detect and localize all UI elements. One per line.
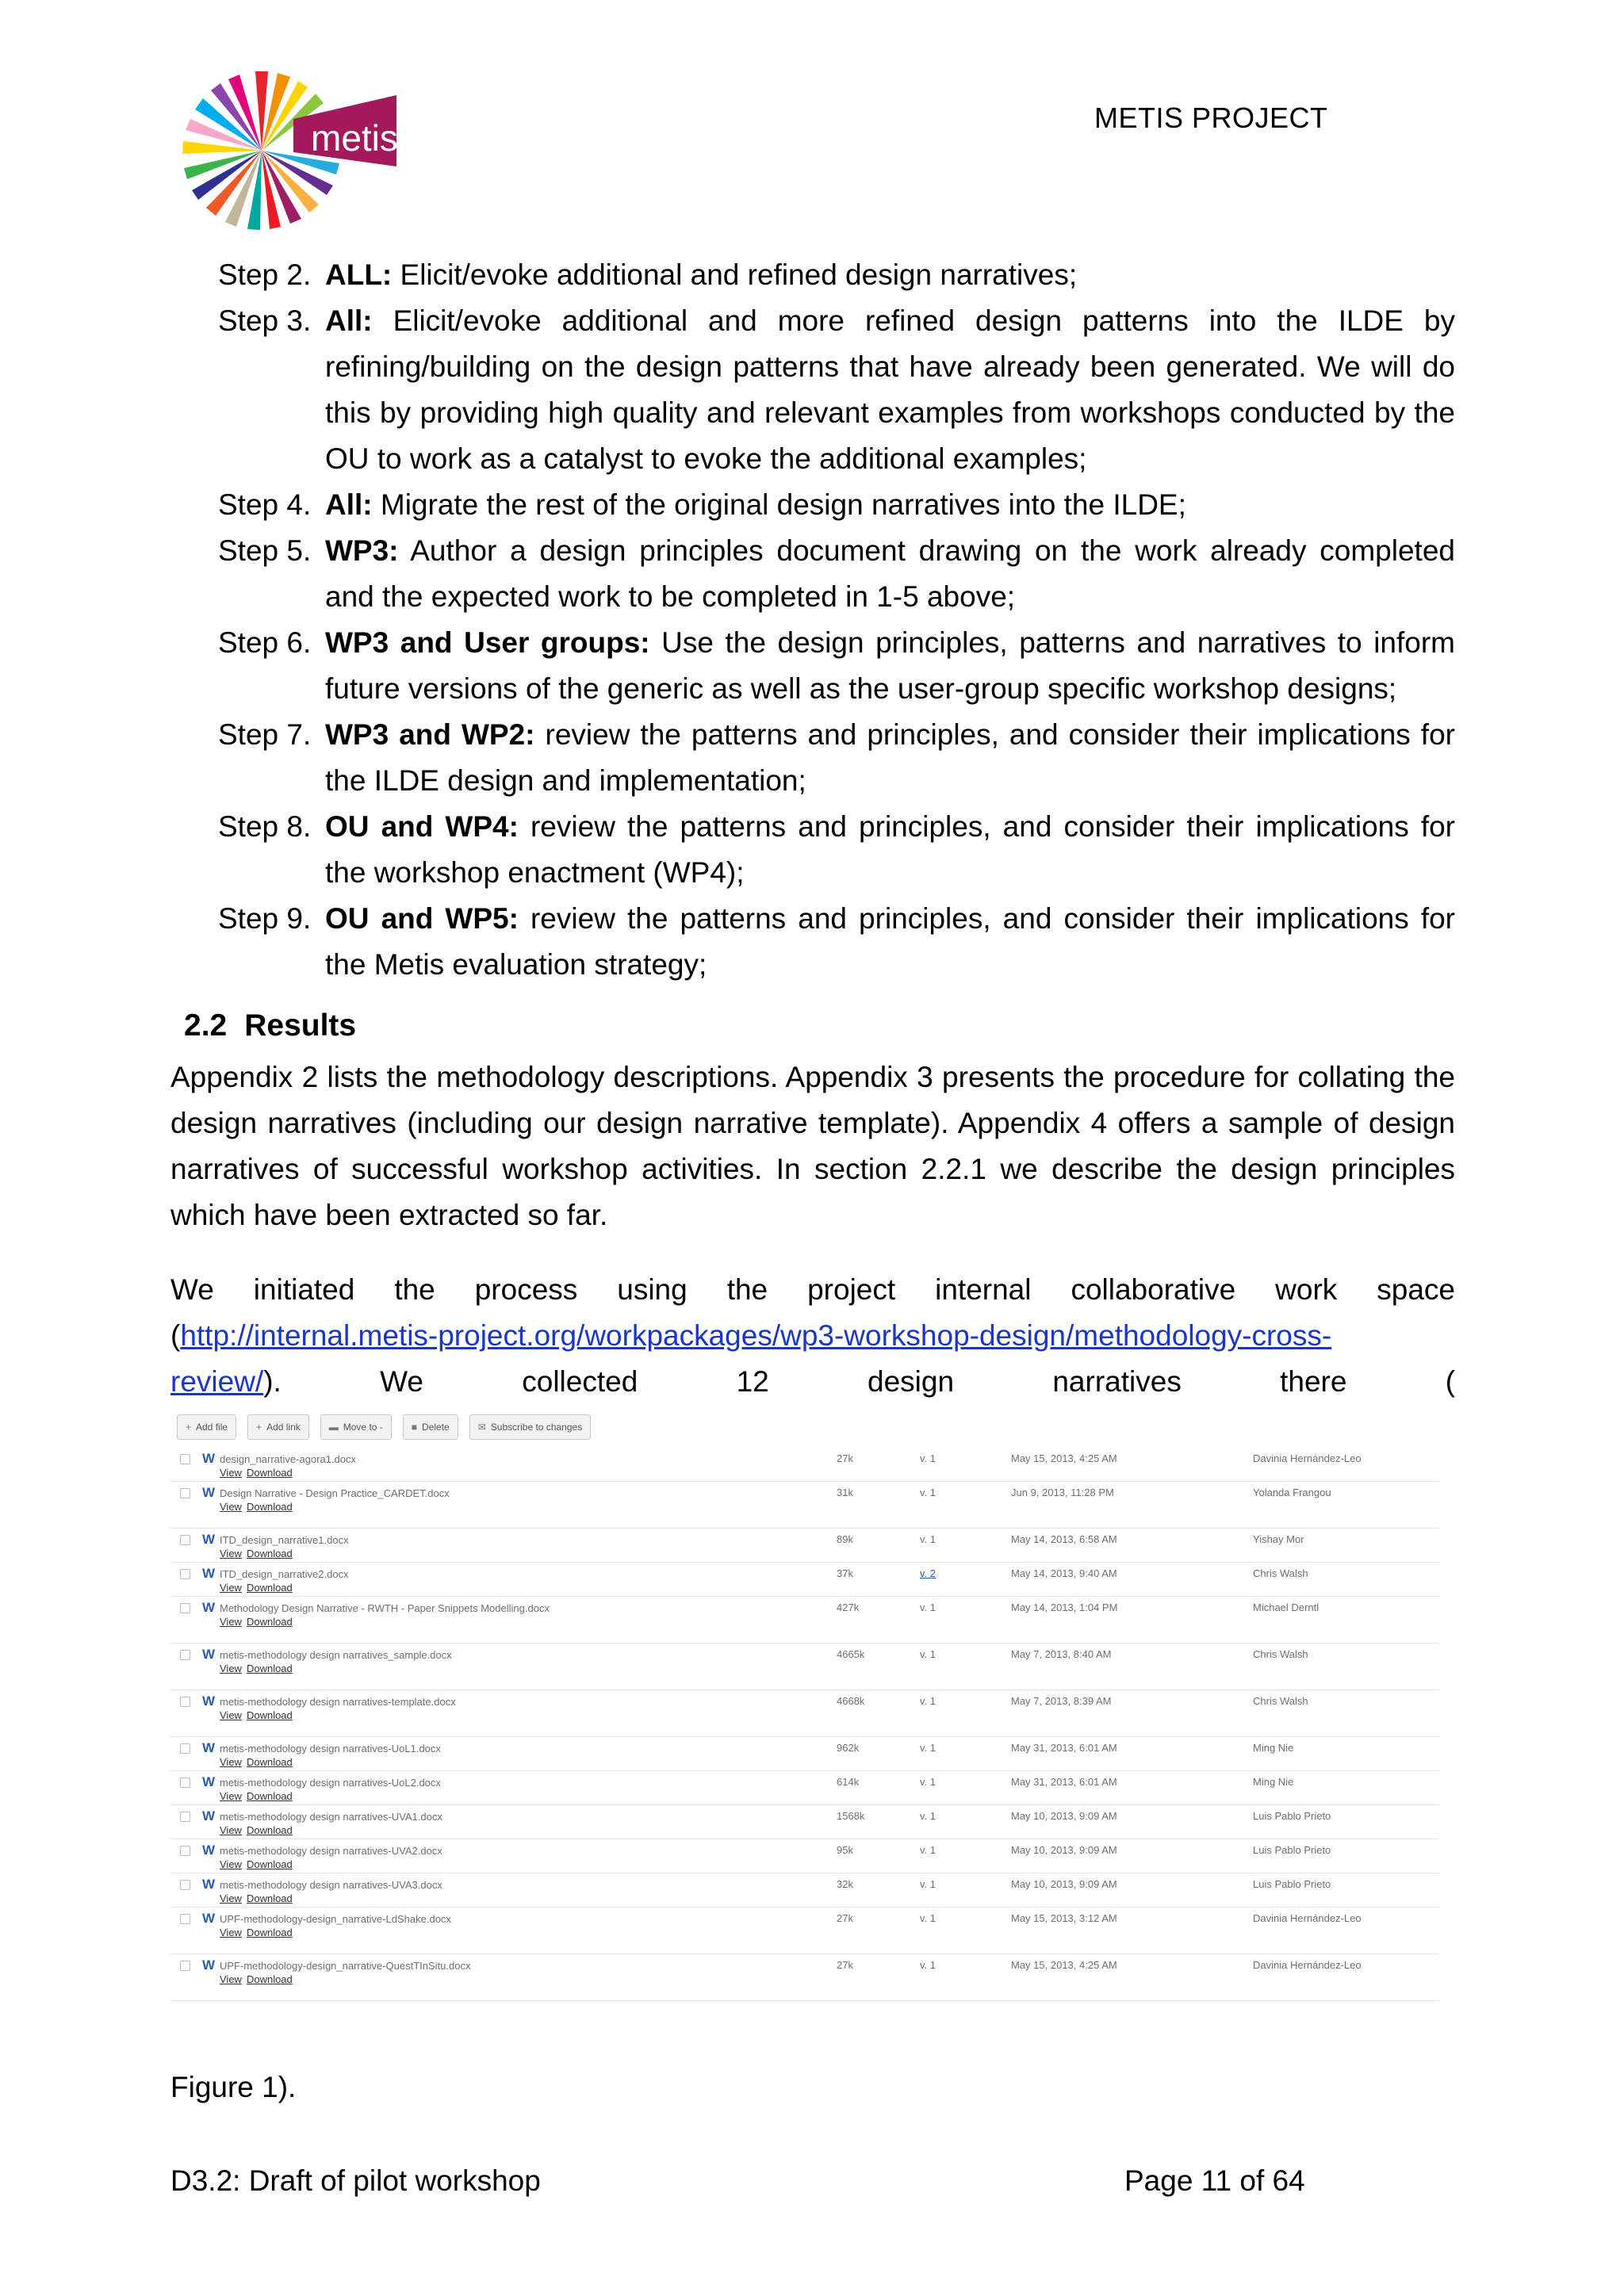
file-author: Luis Pablo Prieto bbox=[1253, 1844, 1331, 1856]
file-version: v. 1 bbox=[920, 1601, 936, 1613]
file-row bbox=[170, 1482, 1439, 1529]
word-doc-icon: W bbox=[202, 1693, 216, 1709]
step-text bbox=[325, 298, 1455, 482]
row-checkbox[interactable] bbox=[180, 1880, 190, 1890]
file-actions bbox=[220, 1547, 553, 1560]
download-link[interactable]: Download bbox=[246, 1501, 293, 1513]
file-author: Davinia Hernández-Leo bbox=[1253, 1959, 1362, 1971]
file-author: Ming Nie bbox=[1253, 1776, 1294, 1788]
process-word: We bbox=[380, 1365, 423, 1398]
project-title: METIS PROJECT bbox=[1094, 101, 1328, 134]
word-doc-icon: W bbox=[202, 1957, 216, 1973]
view-link[interactable]: View bbox=[220, 1467, 242, 1479]
file-name-cell bbox=[220, 1959, 553, 1986]
file-row bbox=[170, 1597, 1439, 1644]
file-author: Chris Walsh bbox=[1253, 1567, 1308, 1579]
view-link[interactable]: View bbox=[220, 1892, 242, 1904]
process-word: 12 bbox=[736, 1365, 769, 1398]
file-size: 32k bbox=[837, 1878, 853, 1890]
download-link[interactable]: Download bbox=[246, 1616, 293, 1628]
file-version: v. 1 bbox=[920, 1487, 936, 1498]
file-name[interactable]: ITD_design_narrative2.docx bbox=[220, 1568, 349, 1580]
file-date: Jun 9, 2013, 11:28 PM bbox=[1011, 1487, 1114, 1498]
file-actions bbox=[220, 1926, 553, 1939]
workspace-link[interactable]: http://internal.metis-project.org/workpackages/wp3-workshop-design/methodology-cross- bbox=[180, 1319, 1332, 1352]
file-name-cell bbox=[220, 1567, 553, 1594]
file-version: v. 1 bbox=[920, 1844, 936, 1856]
file-name-cell bbox=[220, 1452, 553, 1479]
file-row bbox=[170, 1737, 1439, 1771]
file-name-cell bbox=[220, 1695, 553, 1722]
file-size: 4665k bbox=[837, 1648, 865, 1660]
file-date: May 15, 2013, 4:25 AM bbox=[1011, 1452, 1117, 1464]
toolbar-button-label: Add file bbox=[196, 1422, 228, 1433]
logo-graphic bbox=[174, 63, 412, 238]
step-number: Step 6. bbox=[218, 626, 312, 659]
step-lead: WP3: bbox=[325, 534, 399, 567]
file-row bbox=[170, 1954, 1439, 2001]
file-version: v. 1 bbox=[920, 1695, 936, 1707]
row-checkbox[interactable] bbox=[180, 1777, 190, 1788]
file-actions bbox=[220, 1858, 553, 1871]
process-word: narratives bbox=[1052, 1365, 1182, 1398]
view-link[interactable]: View bbox=[220, 1858, 242, 1870]
file-name[interactable]: Methodology Design Narrative - RWTH - Paper Snippets Modelling.docx bbox=[220, 1602, 550, 1614]
trash-icon: ■ bbox=[411, 1422, 418, 1433]
file-actions bbox=[220, 1823, 553, 1837]
file-row bbox=[170, 1839, 1439, 1873]
file-name[interactable]: metis-methodology design narratives_sample.docx bbox=[220, 1649, 452, 1661]
download-link[interactable]: Download bbox=[246, 1582, 293, 1594]
step-lead: WP3 and User groups: bbox=[325, 626, 650, 659]
figure-caption: Figure 1). bbox=[170, 2071, 297, 2103]
file-row bbox=[170, 1644, 1439, 1690]
file-date: May 15, 2013, 3:12 AM bbox=[1011, 1912, 1117, 1924]
footer-document-title: D3.2: Draft of pilot workshop bbox=[170, 2164, 541, 2197]
toolbar-button[interactable] bbox=[469, 1414, 591, 1440]
file-size: 27k bbox=[837, 1452, 853, 1464]
step-item bbox=[218, 804, 1455, 896]
step-item bbox=[218, 252, 1455, 298]
file-name-cell bbox=[220, 1810, 553, 1837]
view-link[interactable]: View bbox=[220, 1824, 242, 1836]
row-checkbox[interactable] bbox=[180, 1812, 190, 1822]
word-doc-icon: W bbox=[202, 1451, 216, 1466]
toolbar-button[interactable] bbox=[320, 1414, 392, 1440]
word-doc-icon: W bbox=[202, 1877, 216, 1892]
row-checkbox[interactable] bbox=[180, 1535, 190, 1545]
step-number: Step 8. bbox=[218, 810, 312, 843]
file-actions bbox=[220, 1789, 553, 1803]
download-link[interactable]: Download bbox=[246, 1973, 293, 1985]
row-checkbox[interactable] bbox=[180, 1454, 190, 1464]
download-link[interactable]: Download bbox=[246, 1824, 293, 1836]
metis-logo bbox=[174, 63, 412, 238]
file-date: May 10, 2013, 9:09 AM bbox=[1011, 1810, 1117, 1822]
download-link[interactable]: Download bbox=[246, 1790, 293, 1802]
step-body: review the patterns and principles, and consider their implications for the ILDE design and implementation; bbox=[325, 718, 1455, 797]
step-body: Author a design principles document drawing on the work already completed and the expected work to be completed in 1-5 above; bbox=[325, 534, 1455, 613]
file-row bbox=[170, 1563, 1439, 1597]
file-name-cell bbox=[220, 1487, 553, 1513]
step-number: Step 4. bbox=[218, 488, 312, 521]
toolbar-button[interactable] bbox=[177, 1414, 236, 1440]
file-name-cell bbox=[220, 1742, 553, 1769]
file-version: v. 1 bbox=[920, 1776, 936, 1788]
file-author: Luis Pablo Prieto bbox=[1253, 1810, 1331, 1822]
file-name-cell bbox=[220, 1878, 553, 1905]
file-author: Chris Walsh bbox=[1253, 1648, 1308, 1660]
file-name[interactable]: UPF-methodology-design_narrative-QuestTInSitu.docx bbox=[220, 1960, 471, 1972]
step-lead: ALL: bbox=[325, 258, 393, 291]
toolbar-button-label: Add link bbox=[266, 1422, 301, 1433]
file-name[interactable]: metis-methodology design narratives-UVA1.docx bbox=[220, 1811, 442, 1823]
step-number: Step 9. bbox=[218, 902, 312, 935]
file-date: May 15, 2013, 4:25 AM bbox=[1011, 1959, 1117, 1971]
row-checkbox[interactable] bbox=[180, 1914, 190, 1924]
file-table bbox=[170, 1448, 1439, 2001]
file-name[interactable]: metis-methodology design narratives-UVA3.docx bbox=[220, 1879, 442, 1891]
step-number: Step 5. bbox=[218, 534, 312, 567]
view-link[interactable]: View bbox=[220, 1756, 242, 1768]
process-word: ( bbox=[1445, 1365, 1456, 1398]
row-checkbox[interactable] bbox=[180, 1846, 190, 1856]
word-doc-icon: W bbox=[202, 1566, 216, 1581]
file-name-cell bbox=[220, 1601, 553, 1628]
view-link[interactable]: View bbox=[220, 1709, 242, 1721]
step-item bbox=[218, 712, 1455, 804]
step-item bbox=[218, 528, 1455, 620]
word-doc-icon: W bbox=[202, 1485, 216, 1500]
step-number: Step 3. bbox=[218, 304, 312, 337]
file-name[interactable]: metis-methodology design narratives-template.docx bbox=[220, 1696, 456, 1708]
file-date: May 14, 2013, 6:58 AM bbox=[1011, 1533, 1117, 1545]
file-row bbox=[170, 1908, 1439, 1954]
logo-wordmark: metis bbox=[311, 117, 398, 159]
view-link[interactable]: View bbox=[220, 1663, 242, 1674]
file-version: v. 1 bbox=[920, 1878, 936, 1890]
step-lead: WP3 and WP2: bbox=[325, 718, 535, 751]
file-size: 37k bbox=[837, 1567, 853, 1579]
file-row bbox=[170, 1771, 1439, 1805]
word-doc-icon: W bbox=[202, 1600, 216, 1615]
step-body: review the patterns and principles, and consider their implications for the Metis evaluation strategy; bbox=[325, 902, 1455, 981]
file-row bbox=[170, 1690, 1439, 1737]
file-name[interactable]: Design Narrative - Design Practice_CARDET.docx bbox=[220, 1487, 450, 1499]
view-link[interactable]: View bbox=[220, 1616, 242, 1628]
toolbar-button-label: Delete bbox=[422, 1422, 450, 1433]
file-version: v. 1 bbox=[920, 1912, 936, 1924]
word-doc-icon: W bbox=[202, 1911, 216, 1926]
file-author: Chris Walsh bbox=[1253, 1695, 1308, 1707]
step-lead: OU and WP5: bbox=[325, 902, 519, 935]
file-actions bbox=[220, 1709, 553, 1722]
download-link[interactable]: Download bbox=[246, 1927, 293, 1938]
step-lead: All: bbox=[325, 304, 373, 337]
download-link[interactable]: Download bbox=[246, 1709, 293, 1721]
word-doc-icon: W bbox=[202, 1647, 216, 1662]
file-date: May 7, 2013, 8:40 AM bbox=[1011, 1648, 1112, 1660]
file-size: 4668k bbox=[837, 1695, 865, 1707]
process-word: design bbox=[868, 1365, 955, 1398]
file-author: Ming Nie bbox=[1253, 1742, 1294, 1754]
view-link[interactable]: View bbox=[220, 1501, 242, 1513]
section-title: Results bbox=[244, 1008, 357, 1043]
file-version: v. 1 bbox=[920, 1452, 936, 1464]
file-size: 27k bbox=[837, 1959, 853, 1971]
plus-icon: + bbox=[186, 1422, 192, 1433]
file-author: Yishay Mor bbox=[1253, 1533, 1304, 1545]
download-link[interactable]: Download bbox=[246, 1756, 293, 1768]
file-author: Yolanda Frangou bbox=[1253, 1487, 1331, 1498]
word-doc-icon: W bbox=[202, 1843, 216, 1858]
word-doc-icon: W bbox=[202, 1532, 216, 1547]
file-version[interactable]: v. 2 bbox=[920, 1567, 936, 1579]
word-doc-icon: W bbox=[202, 1740, 216, 1755]
process-line-2: (http://internal.metis-project.org/workpackages/wp3-workshop-design/methodology-cross- bbox=[170, 1319, 1332, 1352]
row-checkbox[interactable] bbox=[180, 1569, 190, 1579]
file-version: v. 1 bbox=[920, 1810, 936, 1822]
toolbar-button-label: Subscribe to changes bbox=[490, 1422, 583, 1433]
row-checkbox[interactable] bbox=[180, 1697, 190, 1707]
word-doc-icon: W bbox=[202, 1808, 216, 1823]
file-author: Davinia Hernández-Leo bbox=[1253, 1452, 1362, 1464]
file-version: v. 1 bbox=[920, 1648, 936, 1660]
row-checkbox[interactable] bbox=[180, 1650, 190, 1660]
row-checkbox[interactable] bbox=[180, 1603, 190, 1613]
file-row bbox=[170, 1805, 1439, 1839]
process-paragraph bbox=[170, 1267, 1455, 1405]
row-checkbox[interactable] bbox=[180, 1488, 190, 1498]
download-link[interactable]: Download bbox=[246, 1858, 293, 1870]
download-link[interactable]: Download bbox=[246, 1663, 293, 1674]
view-link[interactable]: View bbox=[220, 1582, 242, 1594]
file-row bbox=[170, 1529, 1439, 1563]
workspace-link-end[interactable]: review/ bbox=[170, 1365, 264, 1398]
file-author: Luis Pablo Prieto bbox=[1253, 1878, 1331, 1890]
plus-icon: + bbox=[256, 1422, 262, 1433]
file-actions bbox=[220, 1755, 553, 1769]
toolbar-button-label: Move to - bbox=[343, 1422, 383, 1433]
step-body: Migrate the rest of the original design narratives into the ILDE; bbox=[372, 488, 1186, 521]
file-actions bbox=[220, 1615, 553, 1628]
step-text bbox=[325, 528, 1455, 620]
file-name[interactable]: metis-methodology design narratives-UVA2.docx bbox=[220, 1845, 442, 1857]
file-author: Davinia Hernández-Leo bbox=[1253, 1912, 1362, 1924]
file-name[interactable]: UPF-methodology-design_narrative-LdShake.docx bbox=[220, 1913, 451, 1925]
toolbar-button[interactable] bbox=[247, 1414, 309, 1440]
process-word: there bbox=[1280, 1365, 1347, 1398]
view-link[interactable]: View bbox=[220, 1973, 242, 1985]
word-doc-icon: W bbox=[202, 1774, 216, 1789]
file-toolbar bbox=[177, 1414, 591, 1440]
file-version: v. 1 bbox=[920, 1533, 936, 1545]
file-size: 31k bbox=[837, 1487, 853, 1498]
file-row bbox=[170, 1448, 1439, 1482]
step-lead: OU and WP4: bbox=[325, 810, 519, 843]
section-number: 2.2 bbox=[184, 1008, 228, 1043]
file-author: Michael Derntl bbox=[1253, 1601, 1320, 1613]
step-text bbox=[325, 620, 1455, 712]
file-version: v. 1 bbox=[920, 1742, 936, 1754]
step-item bbox=[218, 482, 1455, 528]
step-text bbox=[325, 804, 1455, 896]
file-name[interactable]: metis-methodology design narratives-UoL2.docx bbox=[220, 1777, 441, 1789]
file-actions bbox=[220, 1892, 553, 1905]
step-number: Step 2. bbox=[218, 258, 312, 291]
step-item bbox=[218, 620, 1455, 712]
footer-page-number: Page 11 of 64 bbox=[1124, 2164, 1305, 2197]
step-lead: All: bbox=[325, 488, 373, 521]
step-body: Elicit/evoke additional and refined design narratives; bbox=[392, 258, 1078, 291]
steps-list bbox=[218, 252, 1455, 988]
file-name[interactable]: design_narrative-agora1.docx bbox=[220, 1453, 356, 1465]
file-actions bbox=[220, 1662, 553, 1675]
file-date: May 10, 2013, 9:09 AM bbox=[1011, 1878, 1117, 1890]
folder-icon: ▬ bbox=[328, 1422, 339, 1433]
file-name[interactable]: metis-methodology design narratives-UoL1.docx bbox=[220, 1743, 441, 1755]
step-text bbox=[325, 252, 1455, 298]
file-size: 614k bbox=[837, 1776, 860, 1788]
step-body: Elicit/evoke additional and more refined design patterns into the ILDE by refining/building on the design patterns that have already been generated. We will do this by providing high quality and relevant examples from workshops conducted by the OU to work as a catalyst to evoke the additional examples; bbox=[325, 304, 1455, 475]
file-size: 89k bbox=[837, 1533, 853, 1545]
file-size: 95k bbox=[837, 1844, 853, 1856]
step-text bbox=[325, 712, 1455, 804]
file-date: May 31, 2013, 6:01 AM bbox=[1011, 1742, 1117, 1754]
row-checkbox[interactable] bbox=[180, 1961, 190, 1971]
file-name-cell bbox=[220, 1912, 553, 1939]
process-line-3: review/). We collected 12 design narratives there ( bbox=[170, 1365, 1456, 1398]
download-link[interactable]: Download bbox=[246, 1548, 293, 1559]
step-item bbox=[218, 896, 1455, 988]
file-size: 27k bbox=[837, 1912, 853, 1924]
step-number: Step 7. bbox=[218, 718, 312, 751]
file-version: v. 1 bbox=[920, 1959, 936, 1971]
file-actions bbox=[220, 1466, 553, 1479]
file-size: 427k bbox=[837, 1601, 860, 1613]
row-checkbox[interactable] bbox=[180, 1743, 190, 1754]
results-paragraph: Appendix 2 lists the methodology descriptions. Appendix 3 presents the procedure for collating the design narratives (including our design narrative template). Appendix 4 offers a sample of design narratives of successful workshop activities. In section 2.2.1 we describe the design principles which have been extracted so far. bbox=[170, 1061, 1455, 1231]
view-link[interactable]: View bbox=[220, 1927, 242, 1938]
file-date: May 31, 2013, 6:01 AM bbox=[1011, 1776, 1117, 1788]
figure-file-list bbox=[170, 1410, 1439, 2049]
file-actions bbox=[220, 1581, 553, 1594]
file-date: May 14, 2013, 1:04 PM bbox=[1011, 1601, 1118, 1613]
step-text bbox=[325, 482, 1455, 528]
file-date: May 10, 2013, 9:09 AM bbox=[1011, 1844, 1117, 1856]
file-name[interactable]: ITD_design_narrative1.docx bbox=[220, 1534, 349, 1546]
section-heading bbox=[184, 1008, 356, 1043]
toolbar-button[interactable] bbox=[403, 1414, 458, 1440]
file-actions bbox=[220, 1500, 553, 1513]
file-date: May 7, 2013, 8:39 AM bbox=[1011, 1695, 1112, 1707]
process-word: collected bbox=[522, 1365, 638, 1398]
file-name-cell bbox=[220, 1648, 553, 1675]
file-actions bbox=[220, 1973, 553, 1986]
file-size: 962k bbox=[837, 1742, 860, 1754]
download-link[interactable]: Download bbox=[246, 1467, 293, 1479]
download-link[interactable]: Download bbox=[246, 1892, 293, 1904]
step-text bbox=[325, 896, 1455, 988]
mail-icon: ✉ bbox=[477, 1422, 486, 1433]
process-line-1: We initiated the process using the project internal collaborative work space bbox=[170, 1273, 1455, 1306]
file-name-cell bbox=[220, 1844, 553, 1871]
view-link[interactable]: View bbox=[220, 1790, 242, 1802]
view-link[interactable]: View bbox=[220, 1548, 242, 1559]
file-date: May 14, 2013, 9:40 AM bbox=[1011, 1567, 1117, 1579]
step-item bbox=[218, 298, 1455, 482]
step-body: review the patterns and principles, and consider their implications for the workshop enactment (WP4); bbox=[325, 810, 1455, 889]
file-row bbox=[170, 1873, 1439, 1908]
file-name-cell bbox=[220, 1533, 553, 1560]
file-size: 1568k bbox=[837, 1810, 865, 1822]
step-body: Use the design principles, patterns and narratives to inform future versions of the generic as well as the user-group specific workshop designs; bbox=[325, 626, 1455, 705]
file-name-cell bbox=[220, 1776, 553, 1803]
